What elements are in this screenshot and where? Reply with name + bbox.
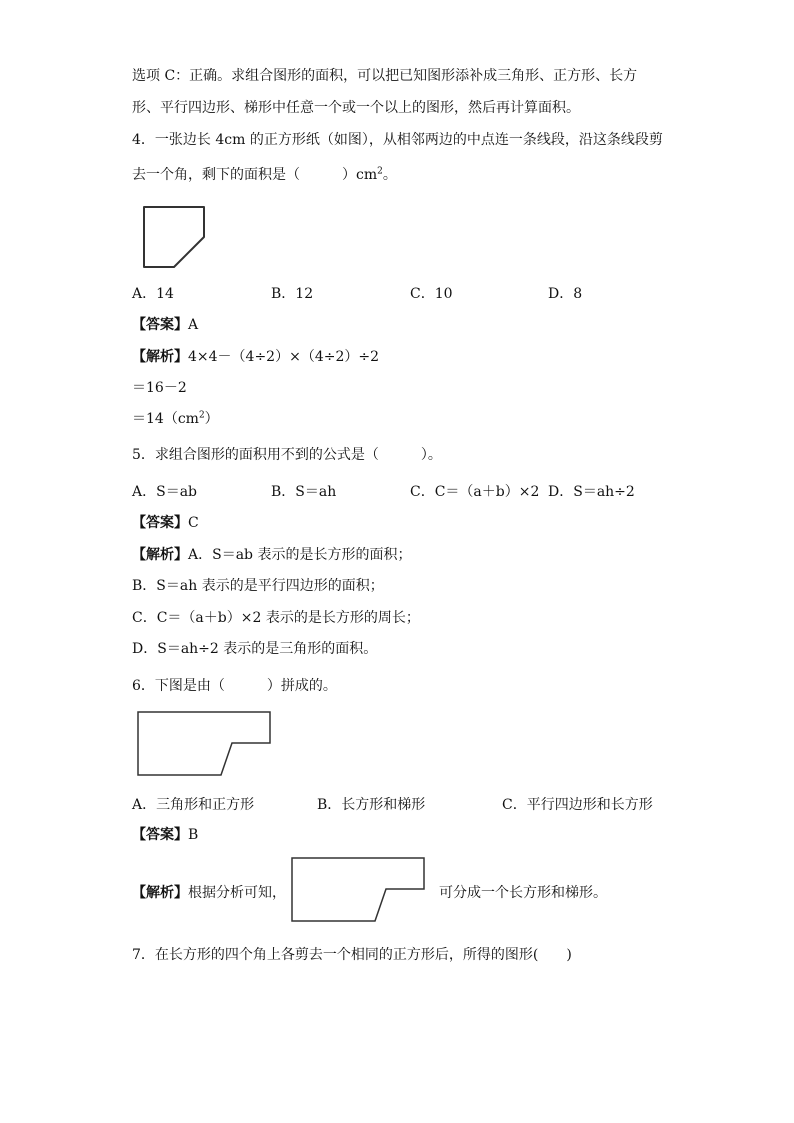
q4-step-1: ＝16－2 — [132, 380, 187, 396]
q4-figure-outline — [144, 207, 204, 267]
q5-stem: 5．求组合图形的面积用不到的公式是（ ）。 — [132, 447, 442, 463]
q4-option-d: D．8 — [548, 286, 583, 302]
q6-figure-outline — [138, 712, 270, 775]
q4-option-a: A．14 — [132, 286, 174, 302]
q6-option-b: B．长方形和梯形 — [317, 797, 426, 813]
q7-stem: 7．在长方形的四个角上各剪去一个相同的正方形后，所得的图形( ) — [132, 947, 572, 963]
q4-stem-line-1: 4．一张边长 4cm 的正方形纸（如图），从相邻两边的中点连一条线段，沿这条线段剪 — [132, 132, 663, 148]
q4-cut-square-figure — [143, 206, 207, 270]
q5-answer: 【答案】C — [132, 515, 199, 531]
q5-analysis-a: 【解析】A．S＝ab 表示的是长方形的面积； — [132, 547, 412, 563]
q5-analysis-b: B．S＝ah 表示的是平行四边形的面积； — [132, 578, 384, 594]
q6-analysis-figure — [291, 857, 427, 923]
q4-stem-line-2: 去一个角，剩下的面积是（ ）$cm^2$。 — [132, 166, 397, 183]
q5-analysis-d: D．S＝ah÷2 表示的是三角形的面积。 — [132, 641, 378, 657]
q6-answer: 【答案】B — [132, 827, 199, 843]
q5-analysis-c: C．C＝（a＋b）×2 表示的是长方形的周长； — [132, 610, 420, 626]
q5-option-a: A．S＝ab — [132, 484, 198, 500]
q4-option-b: B．12 — [271, 286, 314, 302]
q6-composite-figure — [137, 711, 273, 777]
q5-option-d: D．S＝ah÷2 — [548, 484, 635, 500]
q4-answer: 【答案】A — [132, 317, 199, 333]
q4-step-2: $=14(cm^2)$ — [132, 410, 219, 427]
intro-line-2: 形、平行四边形、梯形中任意一个或一个以上的图形，然后再计算面积。 — [132, 100, 580, 116]
q6-option-a: A．三角形和正方形 — [132, 797, 255, 813]
q5-option-c: C．C＝（a＋b）×2 — [410, 484, 540, 500]
q4-option-c: C．10 — [410, 286, 453, 302]
q6-analysis-figure-outline — [292, 858, 424, 921]
q6-stem: 6．下图是由（ ）拼成的。 — [132, 678, 337, 694]
q6-analysis-suffix: 可分成一个长方形和梯形。 — [439, 885, 607, 901]
q5-option-b: B．S＝ah — [271, 484, 337, 500]
q4-analysis: 【解析】4×4－（4÷2）×（4÷2）÷2 — [132, 349, 380, 365]
intro-line-1: 选项 C：正确。求组合图形的面积，可以把已知图形添补成三角形、正方形、长方 — [132, 68, 638, 84]
q6-option-c: C．平行四边形和长方形 — [502, 797, 653, 813]
q6-analysis-prefix: 【解析】根据分析可知， — [132, 885, 286, 901]
